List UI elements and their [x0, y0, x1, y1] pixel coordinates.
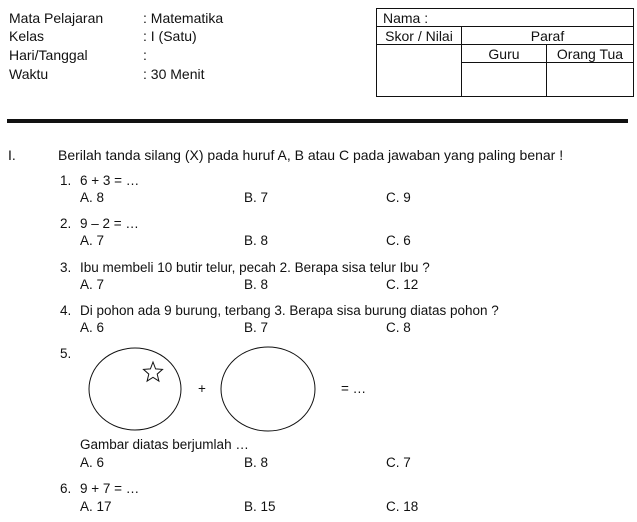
section-instruction: Berilah tanda silang (X) pada huruf A, B atau C pada jawaban yang paling benar !	[58, 147, 564, 163]
q5-plus-sign: +	[198, 381, 206, 396]
parent-header-cell: Orang Tua	[546, 45, 633, 63]
q4-text: Di pohon ada 9 burung, terbang 3. Berapa sisa burung diatas pohon ?	[80, 303, 499, 318]
q2-option-a[interactable]: A. 7	[80, 233, 105, 248]
label-time: Waktu	[9, 66, 49, 82]
value-date: :	[143, 47, 147, 63]
value-time: : 30 Menit	[143, 66, 205, 82]
q6-option-b[interactable]: B. 15	[244, 499, 276, 514]
q5-option-a[interactable]: A. 6	[80, 455, 105, 470]
q2-option-b[interactable]: B. 8	[244, 233, 269, 248]
q3-number: 3.	[60, 260, 72, 275]
q3-option-a[interactable]: A. 7	[80, 277, 105, 292]
q6-option-c[interactable]: C. 18	[386, 499, 419, 514]
q3-text: Ibu membeli 10 butir telur, pecah 2. Berapa sisa telur Ibu ?	[80, 260, 430, 275]
q4-number: 4.	[60, 303, 72, 318]
label-class: Kelas	[9, 28, 45, 44]
q5-right-circle	[221, 347, 315, 431]
q5-text: Gambar diatas berjumlah …	[80, 437, 249, 452]
star-icon	[144, 362, 163, 381]
label-date: Hari/Tanggal	[9, 47, 88, 63]
q3-option-b[interactable]: B. 8	[244, 277, 269, 292]
q1-text: 6 + 3 = …	[80, 173, 140, 188]
q5-left-circle	[89, 348, 181, 430]
q1-option-a[interactable]: A. 8	[80, 190, 105, 205]
q1-option-c[interactable]: C. 9	[386, 190, 411, 205]
q6-text: 9 + 7 = …	[80, 481, 140, 496]
q5-option-c[interactable]: C. 7	[386, 455, 411, 470]
q1-number: 1.	[60, 173, 72, 188]
value-class: : I (Satu)	[143, 28, 197, 44]
q3-option-c[interactable]: C. 12	[386, 277, 419, 292]
score-header-cell: Skor / Nilai	[377, 27, 462, 45]
q5-option-b[interactable]: B. 8	[244, 455, 269, 470]
name-cell: Nama :	[377, 9, 634, 27]
q4-option-b[interactable]: B. 7	[244, 320, 269, 335]
q6-number: 6.	[60, 481, 72, 496]
q5-equals-sign: = …	[341, 381, 367, 396]
q4-option-c[interactable]: C. 8	[386, 320, 411, 335]
label-subject: Mata Pelajaran	[9, 10, 104, 26]
q2-option-c[interactable]: C. 6	[386, 233, 411, 248]
section-number: I.	[8, 147, 16, 163]
q4-option-a[interactable]: A. 6	[80, 320, 105, 335]
teacher-header-cell: Guru	[461, 45, 546, 63]
q6-option-a[interactable]: A. 17	[80, 499, 112, 514]
q5-number: 5.	[60, 346, 72, 361]
value-subject: : Matematika	[143, 10, 224, 26]
q1-option-b[interactable]: B. 7	[244, 190, 269, 205]
q2-text: 9 – 2 = …	[80, 216, 139, 231]
q2-number: 2.	[60, 216, 72, 231]
signature-header-cell: Paraf	[461, 27, 633, 45]
